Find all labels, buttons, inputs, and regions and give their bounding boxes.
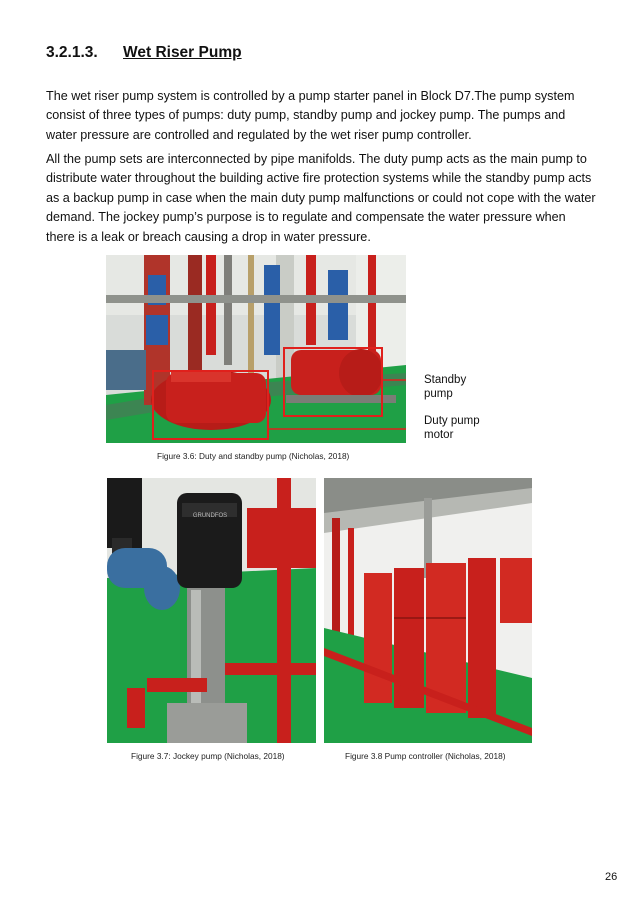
section-title: Wet Riser Pump xyxy=(123,44,242,61)
page-number: 26 xyxy=(605,871,618,883)
duty-pump-motor-callout: Duty pump motor xyxy=(424,415,480,441)
standby-pump-callout: Standby pump xyxy=(424,374,467,400)
pump-controller-photo xyxy=(324,478,532,743)
figure-3-7-caption: Figure 3.7: Jockey pump (Nicholas, 2018) xyxy=(131,751,285,761)
paragraph-pump-functions: All the pump sets are interconnected by pipe manifolds. The duty pump acts as the main pump to distribute water throughout the building active fire protection systems while the standby pump acts as a backup pump in case when the main duty pump malfunctions or could not cope with the water demand. The jockey pump’s purpose is to regulate and compensate the water pressure when there is a leak or breach causing a drop in water pressure. xyxy=(46,152,596,244)
section-number: 3.2.1.3. xyxy=(46,44,98,61)
duty-standby-pump-photo xyxy=(106,255,406,443)
section-heading xyxy=(46,44,242,62)
figure-3-6-caption: Figure 3.6: Duty and standby pump (Nicholas, 2018) xyxy=(157,451,350,461)
figure-3-8-caption: Figure 3.8 Pump controller (Nicholas, 2018) xyxy=(345,751,506,761)
jockey-pump-photo xyxy=(107,478,316,743)
paragraph-pump-system-intro: The wet riser pump system is controlled by a pump starter panel in Block D7.The pump system consist of three types of pumps: duty pump, standby pump and jockey pump. The pumps and water pressure are controlled and regulated by the wet riser pump controller. xyxy=(46,89,575,142)
grundfos-brand-label: GRUNDFOS xyxy=(192,513,228,519)
